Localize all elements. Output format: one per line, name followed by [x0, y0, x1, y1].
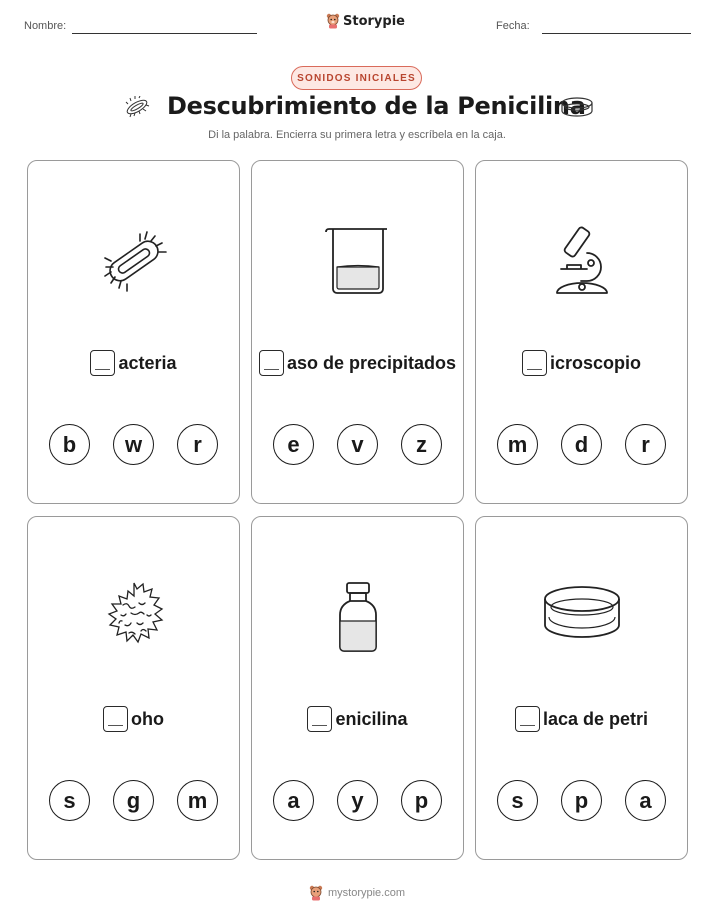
- partial-word: icroscopio: [549, 352, 642, 373]
- title-row: [0, 92, 714, 126]
- letter-option[interactable]: v: [337, 424, 378, 465]
- name-label: Nombre:: [24, 20, 67, 32]
- word-row: [476, 706, 687, 732]
- date-line[interactable]: [542, 33, 691, 34]
- letter-option[interactable]: r: [625, 424, 666, 465]
- petri-dish-icon: [560, 95, 594, 126]
- footer-url[interactable]: mystorypie.com: [327, 887, 406, 899]
- letter-answer-box[interactable]: [307, 706, 332, 732]
- letter-answer-box[interactable]: [103, 706, 128, 732]
- partial-word: acteria: [118, 352, 177, 373]
- word-row: [476, 350, 687, 376]
- letter-option[interactable]: r: [177, 424, 218, 465]
- bear-mascot-icon: [326, 13, 340, 29]
- letter-option[interactable]: s: [497, 780, 538, 821]
- petri-dish-icon: [476, 583, 687, 647]
- word-card: [27, 516, 240, 860]
- word-row: [28, 350, 239, 376]
- letter-answer-box[interactable]: [515, 706, 540, 732]
- letter-options: [476, 780, 687, 821]
- partial-word: aso de precipitados: [286, 352, 457, 373]
- worksheet-header: [0, 0, 714, 50]
- letter-option[interactable]: m: [497, 424, 538, 465]
- letter-options: [476, 424, 687, 465]
- word-card: [251, 160, 464, 504]
- letter-answer-box[interactable]: [259, 350, 284, 376]
- letter-option[interactable]: a: [273, 780, 314, 821]
- letter-options: [28, 780, 239, 821]
- letter-option[interactable]: b: [49, 424, 90, 465]
- letter-answer-box[interactable]: [522, 350, 547, 376]
- letter-options: [252, 780, 463, 821]
- word-row: [28, 706, 239, 732]
- letter-option[interactable]: g: [113, 780, 154, 821]
- letter-options: [252, 424, 463, 465]
- partial-word: oho: [131, 708, 164, 729]
- bacteria-icon: [28, 229, 239, 293]
- vial-icon: [252, 579, 463, 657]
- letter-option[interactable]: p: [561, 780, 602, 821]
- letter-option[interactable]: d: [561, 424, 602, 465]
- word-card: [251, 516, 464, 860]
- page-title: Descubrimiento de la Penicilina: [167, 92, 586, 120]
- letter-option[interactable]: a: [625, 780, 666, 821]
- microscope-icon: [476, 223, 687, 301]
- letter-option[interactable]: p: [401, 780, 442, 821]
- beaker-icon: [252, 225, 463, 297]
- letter-options: [28, 424, 239, 465]
- date-label: Fecha:: [496, 20, 530, 32]
- letter-option[interactable]: w: [113, 424, 154, 465]
- word-row: [252, 350, 463, 376]
- bacteria-icon: [122, 96, 152, 123]
- letter-option[interactable]: e: [273, 424, 314, 465]
- mold-icon: [28, 579, 239, 653]
- bear-mascot-icon: [309, 885, 323, 901]
- letter-option[interactable]: m: [177, 780, 218, 821]
- instructions: Di la palabra. Encierra su primera letra y escríbela en la caja.: [208, 129, 506, 141]
- brand-logo: [326, 13, 405, 29]
- letter-option[interactable]: s: [49, 780, 90, 821]
- name-line[interactable]: [72, 33, 257, 34]
- footer: [0, 885, 714, 901]
- letter-option[interactable]: z: [401, 424, 442, 465]
- word-card: [27, 160, 240, 504]
- brand-name: Storypie: [343, 13, 405, 29]
- letter-option[interactable]: y: [337, 780, 378, 821]
- letter-answer-box[interactable]: [90, 350, 115, 376]
- word-card: [475, 160, 688, 504]
- word-card: [475, 516, 688, 860]
- topic-badge: SONIDOS INICIALES: [291, 66, 422, 90]
- partial-word: enicilina: [335, 708, 408, 729]
- partial-word: laca de petri: [542, 708, 649, 729]
- word-row: [252, 706, 463, 732]
